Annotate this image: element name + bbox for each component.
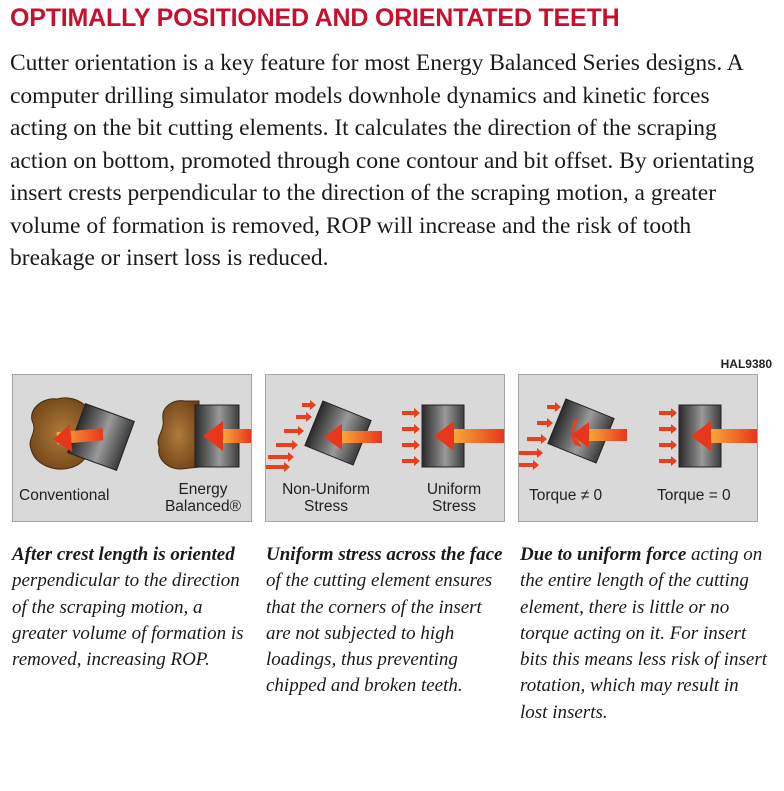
label-torque-zero: Torque = 0 [657,487,731,504]
label-non-uniform-stress: Non-Uniform Stress [282,481,370,515]
caption-stress: Uniform stress across the face of the cutting element ensures that the corners of the insert are not subjected to high loadings, thus preventing chipped and broken teeth. [266,544,503,697]
uniform-force-arrows [659,408,677,466]
stress-arrows-uniform [402,408,420,466]
formation-chunk-balanced [158,401,199,469]
panel-cutter-orientation [12,374,252,522]
intro-paragraph: Cutter orientation is a key feature for most Energy Balanced Series designs. A computer drilling simulator models downhole dynamics and kinetic forces acting on the bit cutting elements. It calculates the direction of the scraping action on bottom, promoted through cone contour and bit offset. By orientating insert crests perpendicular to the direction of the scraping motion, a greater volume of formation is removed, ROP will increase and the risk of tooth breakage or insert loss is reduced. [10,50,755,271]
label-torque-nonzero: Torque ≠ 0 [529,487,603,504]
label-conventional: Conventional [19,487,110,504]
label-energy-balanced: Energy Balanced® [164,481,242,515]
page-title: OPTIMALLY POSITIONED AND ORIENTATED TEETH [10,4,620,32]
caption-orientation: After crest length is oriented perpendicular to the direction of the scraping motion, a greater volume of formation is removed, increasing ROP. [12,544,244,671]
label-uniform-stress: Uniform Stress [426,481,482,515]
caption-torque: Due to uniform force acting on the entire length of the cutting element, there is little or no torque acting on it. For insert bits this means less risk of insert rotation, which may result in lost inserts. [520,544,768,723]
panel-stress [265,374,505,522]
figure-code: HAL9380 [720,357,772,371]
panel-torque [518,374,758,522]
